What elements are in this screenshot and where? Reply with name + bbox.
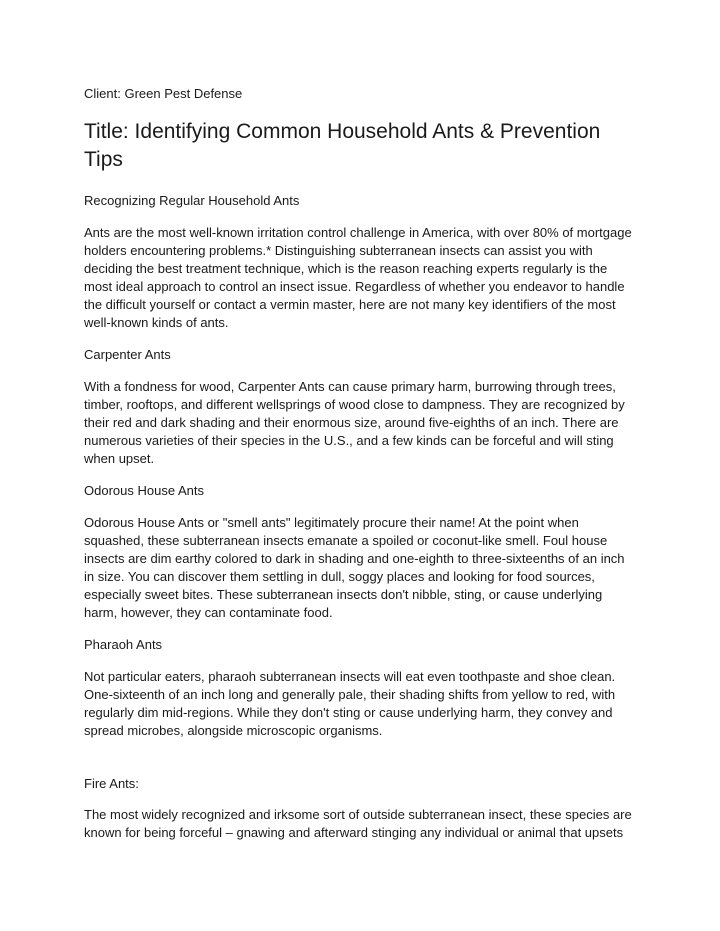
paragraph-line: numerous varieties of their species in the U.S., and a few kinds can be forceful and will sting bbox=[84, 433, 614, 448]
section-heading-odorous-house-ants: Odorous House Ants bbox=[84, 483, 204, 498]
paragraph-line: The most widely recognized and irksome sort of outside subterranean insect, these species are bbox=[84, 807, 632, 822]
document-title bbox=[84, 118, 644, 174]
paragraph-line: Not particular eaters, pharaoh subterranean insects will eat even toothpaste and shoe clean. bbox=[84, 669, 616, 684]
paragraph-line: holders encountering problems.* Distinguishing subterranean insects can assist you with bbox=[84, 243, 593, 258]
paragraph-line: Odorous House Ants or "smell ants" legitimately procure their name! At the point when bbox=[84, 515, 579, 530]
client-line: Client: Green Pest Defense bbox=[84, 86, 243, 101]
section-paragraph-carpenter-ants bbox=[84, 378, 625, 468]
section-heading-recognizing: Recognizing Regular Household Ants bbox=[84, 193, 300, 208]
paragraph-line: most ideal approach to control an insect issue. Regardless of whether you endeavor to handle bbox=[84, 279, 625, 294]
section-paragraph-pharaoh-ants bbox=[84, 668, 615, 740]
paragraph-line: spread microbes, alongside microscopic organisms. bbox=[84, 723, 383, 738]
paragraph-line: One-sixteenth of an inch long and generally pale, their shading shifts from yellow to red, with bbox=[84, 687, 616, 702]
paragraph-line: squashed, these subterranean insects emanate a spoiled or coconut-like smell. Foul house bbox=[84, 533, 608, 548]
title-line: Title: Identifying Common Household Ants & Prevention bbox=[84, 120, 601, 143]
paragraph-line: well-known kinds of ants. bbox=[84, 315, 229, 330]
paragraph-line: known for being forceful – gnawing and afterward stinging any individual or animal that upsets bbox=[84, 825, 624, 840]
paragraph-line: timber, rooftops, and different wellsprings of wood close to dampness. They are recognized by bbox=[84, 397, 625, 412]
section-heading-fire-ants: Fire Ants: bbox=[84, 776, 139, 791]
paragraph-line: harm, however, they can contaminate food. bbox=[84, 605, 333, 620]
paragraph-line: the difficult yourself or contact a vermin master, here are not many key identifiers of the most bbox=[84, 297, 616, 312]
paragraph-line: insects are dim earthy colored to dark in shading and one-eighth to three-sixteenths of an inch bbox=[84, 551, 625, 566]
section-heading-carpenter-ants: Carpenter Ants bbox=[84, 347, 171, 362]
paragraph-line: Ants are the most well-known irritation control challenge in America, with over 80% of mortgage bbox=[84, 225, 632, 240]
paragraph-line: their red and dark shading and their enormous size, around five-eighths of an inch. There are bbox=[84, 415, 619, 430]
section-heading-pharaoh-ants: Pharaoh Ants bbox=[84, 637, 163, 652]
paragraph-line: With a fondness for wood, Carpenter Ants can cause primary harm, burrowing through trees, bbox=[84, 379, 616, 394]
paragraph-line: when upset. bbox=[84, 451, 155, 466]
section-paragraph-fire-ants bbox=[84, 806, 632, 842]
paragraph-line: regularly dim mid-regions. While they don't sting or cause underlying harm, they convey and bbox=[84, 705, 613, 720]
paragraph-line: in size. You can discover them settling in dull, soggy places and looking for food sources, bbox=[84, 569, 595, 584]
title-line: Tips bbox=[84, 148, 123, 171]
section-paragraph-recognizing bbox=[84, 224, 632, 332]
paragraph-line: deciding the best treatment technique, which is the reason reaching experts regularly is the bbox=[84, 261, 608, 276]
paragraph-line: especially sweet bites. These subterranean insects don't nibble, sting, or cause underlying bbox=[84, 587, 603, 602]
section-paragraph-odorous-house-ants bbox=[84, 514, 625, 622]
